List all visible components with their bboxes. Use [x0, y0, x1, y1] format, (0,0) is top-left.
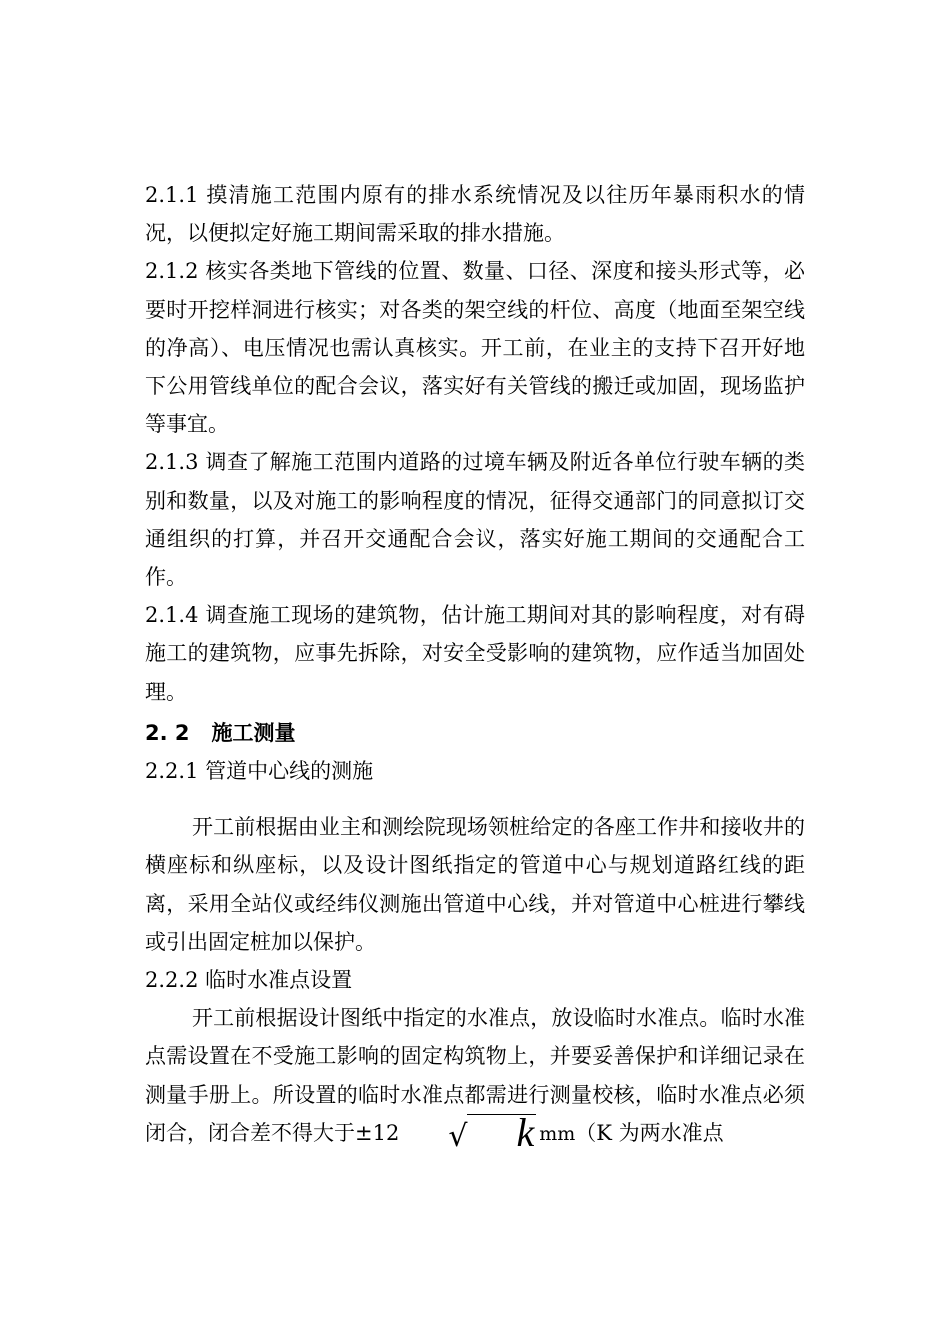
paragraph-text: 开工前根据设计图纸中指定的水准点，放设临时水准点。临时水准点需设置在不受施工影响的固定构筑物上，并要妥善保护和详细记录在测量手册上。所设置的临时水准点都需进行测量校核，临时水准点必须闭合，闭合差不得大于±12 [145, 1006, 805, 1145]
paragraph-2-1-4: 2.1.4 调查施工现场的建筑物，估计施工期间对其的影响程度，对有碍施工的建筑物，应事先拆除，对安全受影响的建筑物，应作适当加固处理。 [145, 603, 805, 704]
radical-sign-icon: √ [448, 1118, 468, 1154]
subsection-title-2-2-2: 2.2.2 临时水准点设置 [145, 968, 353, 993]
section-number: 2. 2 [145, 720, 190, 745]
document-body [145, 176, 805, 1158]
paragraph-2-2-2-body [145, 999, 805, 1158]
paragraph-2-1-1: 2.1.1 摸清施工范围内原有的排水系统情况及以往历年暴雨积水的情况，以便拟定好施工期间需采取的排水措施。 [145, 183, 805, 246]
unit-text: mm [539, 1122, 576, 1145]
section-title: 施工测量 [211, 720, 296, 745]
paragraph-2-1-3: 2.1.3 调查了解施工范围内道路的过境车辆及附近各单位行驶车辆的类别和数量，以及对施工的影响程度的情况，征得交通部门的同意拟订交通组织的打算，并召开交通配合会议，落实好施工期间的交通配合工作。 [145, 450, 805, 590]
paragraph-2-1-2: 2.1.2 核实各类地下管线的位置、数量、口径、深度和接头形式等，必要时开挖样洞进行核实；对各类的架空线的杆位、高度（地面至架空线的净高）、电压情况也需认真核实。开工前，在业主的支持下召开好地下公用管线单位的配合会议，落实好有关管线的搬迁或加固，现场监护等事宜。 [145, 259, 805, 437]
paragraph-text-continued: （K 为两水准点 [575, 1120, 724, 1145]
square-root-formula [401, 1109, 536, 1158]
paragraph-2-2-1-body: 开工前根据由业主和测绘院现场领桩给定的各座工作井和接收井的横座标和纵座标，以及设计图纸指定的管道中心与规划道路红线的距离，采用全站仪或经纬仪测施出管道中心线，并对管道中心桩进行攀线或引出固定桩加以保护。 [145, 815, 805, 954]
section-heading-2-2 [145, 714, 805, 752]
formula-radicand: k [467, 1114, 536, 1151]
subsection-title-2-2-1: 2.2.1 管道中心线的测施 [145, 759, 374, 784]
